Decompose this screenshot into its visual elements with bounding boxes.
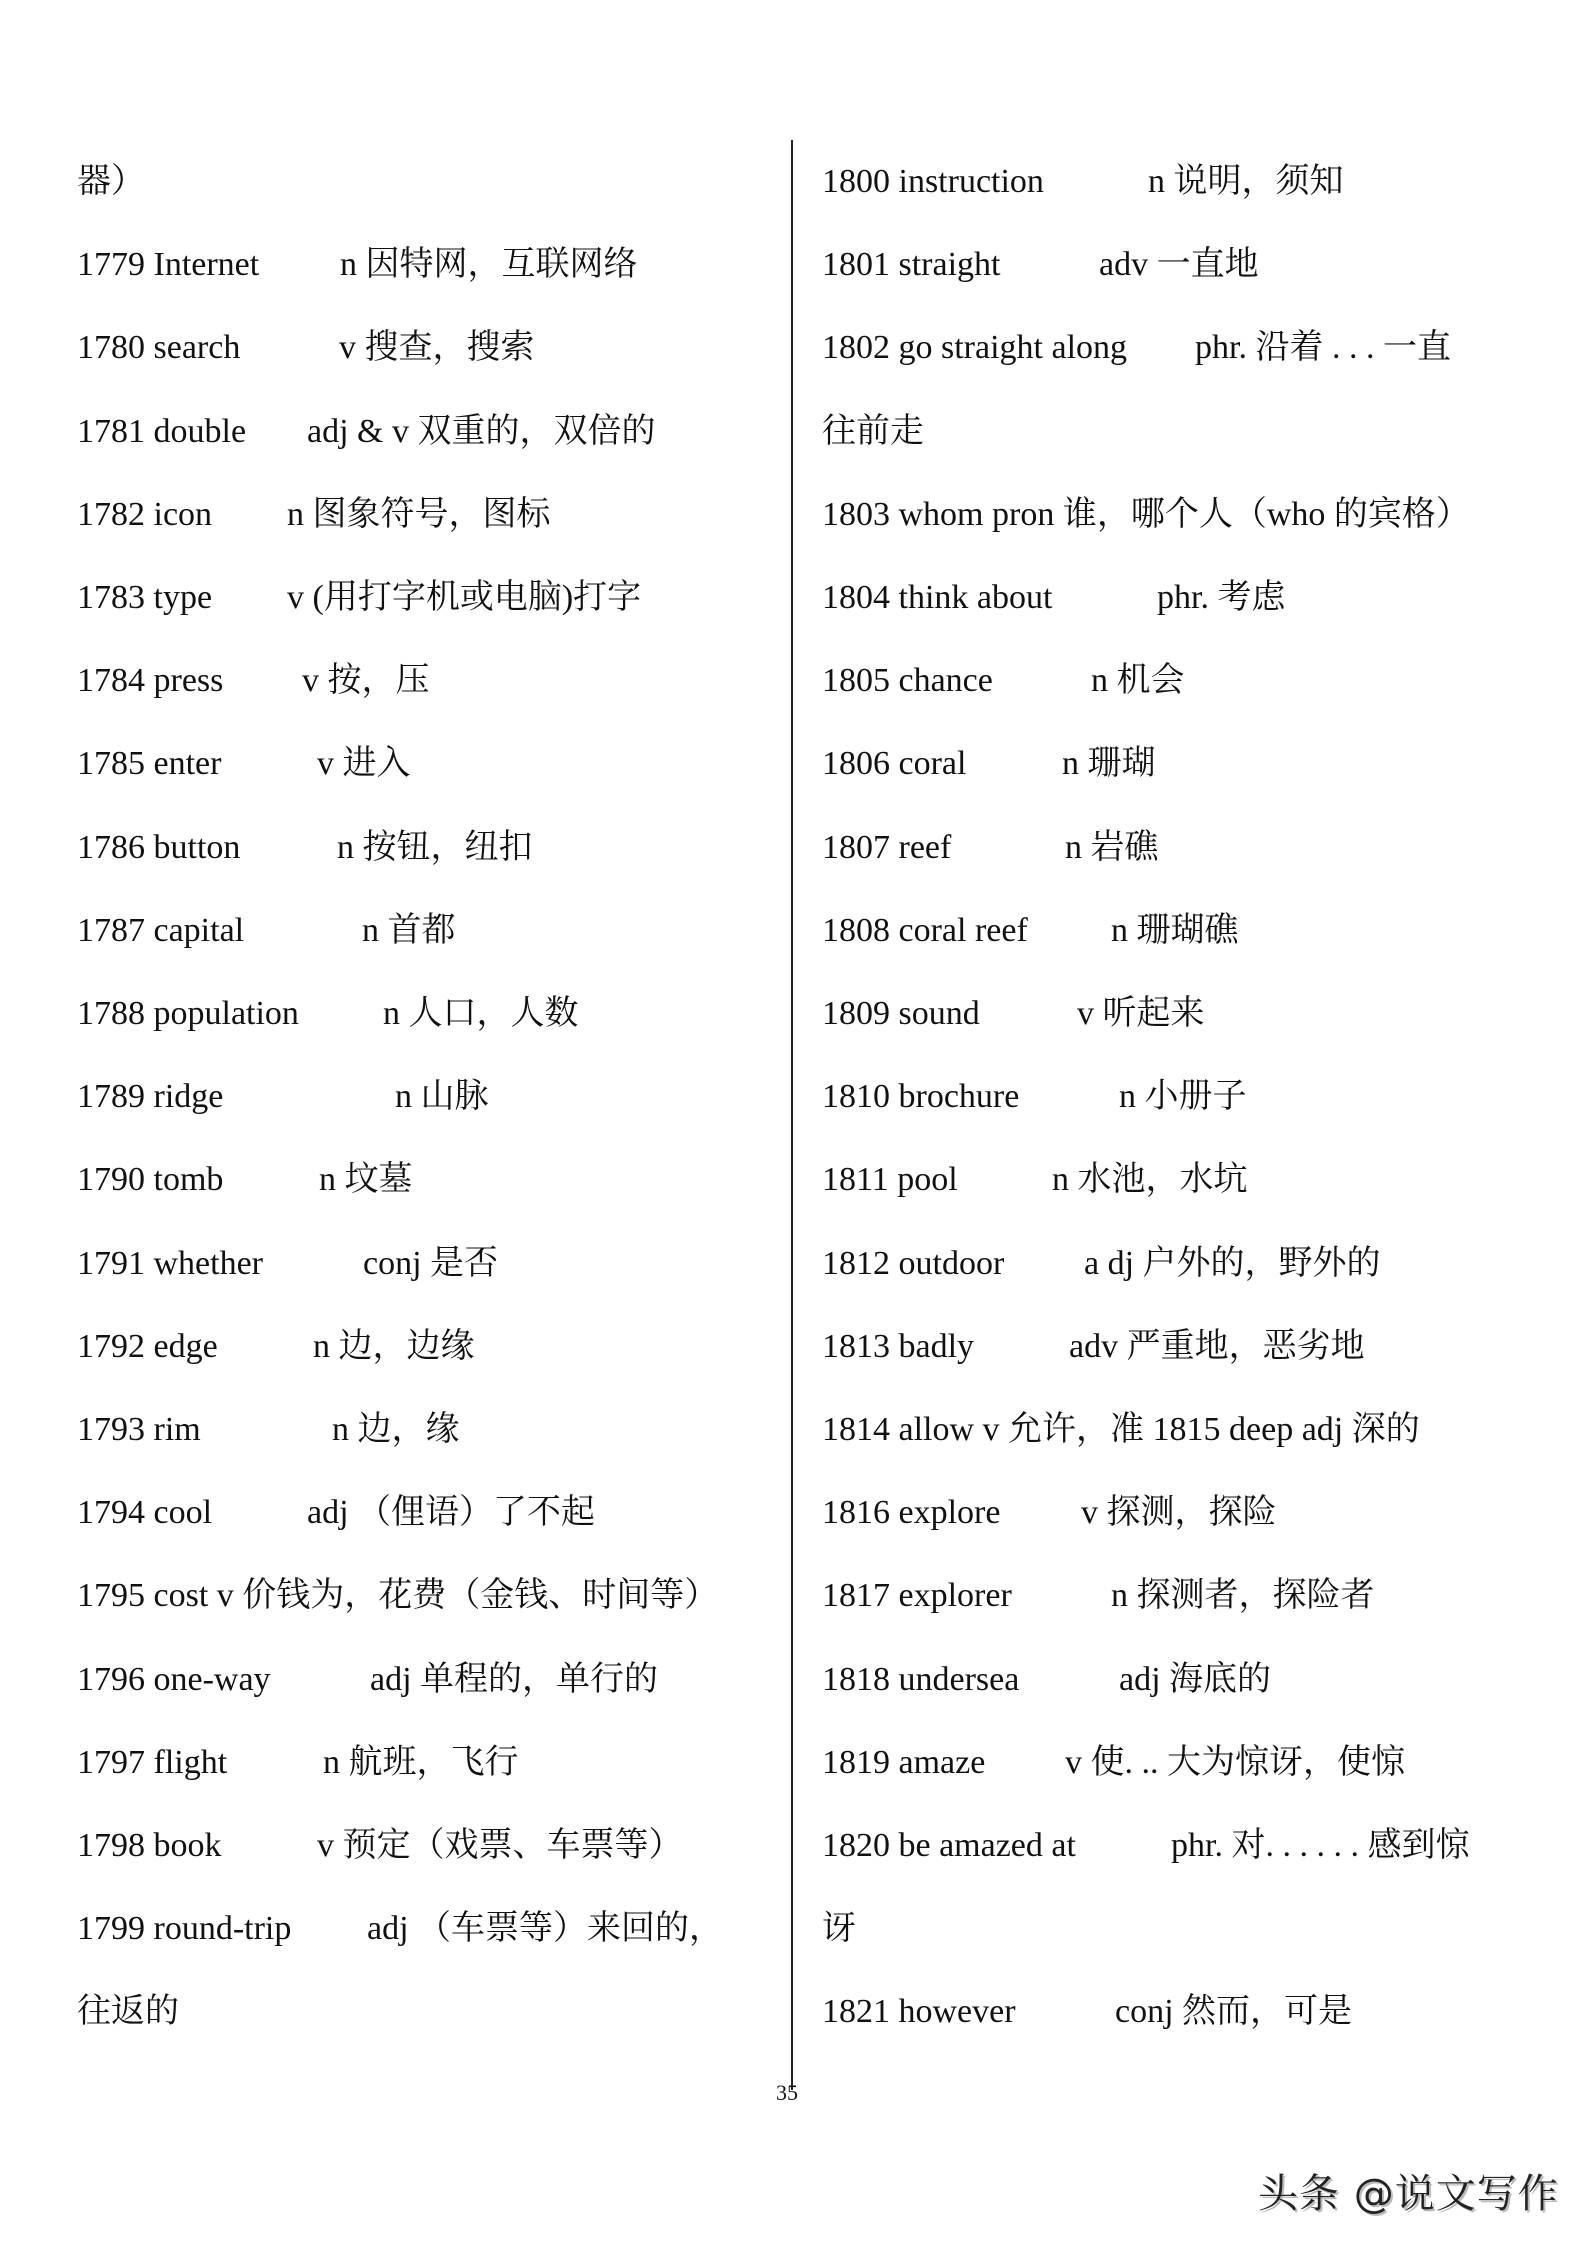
entry-term: 1794 cool: [77, 1494, 213, 1532]
column-divider: [791, 140, 793, 2090]
entry-term: 1799 round-trip: [77, 1910, 292, 1948]
page-number: 35: [776, 2080, 798, 2105]
entry-definition: adj & v 双重的，双倍的: [307, 412, 656, 450]
entry-definition: n 岩礁: [1065, 828, 1159, 866]
entry-definition: adj 单程的，单行的: [370, 1660, 659, 1698]
entry-term: 1796 one-way: [77, 1660, 271, 1698]
entry-term: 1784 press: [77, 662, 224, 700]
entry-term: 1786 button: [77, 828, 241, 866]
entry-definition: conj 然而，可是: [1115, 1993, 1353, 2031]
entry-term: 1811 pool: [822, 1161, 958, 1199]
entry-definition: a dj 户外的，野外的: [1084, 1244, 1381, 1282]
entry-term: 往前走: [822, 412, 924, 450]
entry-definition: n 首都: [362, 911, 456, 949]
entry-term: 1782 icon: [77, 495, 213, 533]
entry-term: 1817 explorer: [822, 1577, 1012, 1615]
entry-term: 1810 brochure: [822, 1078, 1020, 1116]
entry-term: 1808 coral reef: [822, 911, 1028, 949]
entry-term: 1790 tomb: [77, 1161, 224, 1199]
entry-term: 1814 allow v 允许，准 1815 deep adj 深的: [822, 1411, 1420, 1448]
entry-term: 1798 book: [77, 1827, 222, 1864]
entry-term: 1788 population: [77, 995, 299, 1032]
entry-definition: n 边，缘: [332, 1411, 460, 1448]
entry-definition: adv 严重地，恶劣地: [1069, 1327, 1365, 1365]
entry-definition: conj 是否: [363, 1244, 499, 1282]
entry-term: 往返的: [77, 1993, 179, 2031]
entry-definition: n 按钮，纽扣: [337, 828, 533, 866]
entry-term: 1812 outdoor: [822, 1244, 1005, 1282]
entry-definition: v 预定（戏票、车票等）: [317, 1827, 683, 1864]
entry-definition: phr. 沿着 . . . 一直: [1195, 329, 1451, 367]
entry-definition: n 边，边缘: [313, 1327, 475, 1365]
entry-term: 1818 undersea: [822, 1660, 1020, 1698]
entry-definition: n 机会: [1091, 662, 1185, 700]
entry-term: 1809 sound: [822, 995, 980, 1032]
entry-definition: n 珊瑚: [1062, 745, 1156, 783]
entry-definition: v 使. .. 大为惊讶，使惊: [1065, 1743, 1405, 1781]
entry-term: 1804 think about: [822, 579, 1053, 616]
entry-definition: n 坟墓: [319, 1161, 413, 1199]
entry-term: 1781 double: [77, 412, 247, 450]
entry-definition: n 珊瑚礁: [1111, 911, 1239, 949]
entry-definition: n 航班，飞行: [323, 1743, 519, 1781]
entry-definition: v 探测，探险: [1081, 1494, 1277, 1532]
entry-definition: n 探测者，探险者: [1111, 1577, 1375, 1615]
entry-term: 1813 badly: [822, 1327, 975, 1365]
entry-term: 1807 reef: [822, 828, 952, 866]
entry-term: 1802 go straight along: [822, 329, 1128, 367]
entry-definition: adj 海底的: [1119, 1660, 1272, 1698]
entry-definition: phr. 对. . . . . . 感到惊: [1171, 1827, 1470, 1864]
entry-term: 1806 coral: [822, 745, 967, 783]
entry-term: 1779 Internet: [77, 246, 260, 284]
entry-term: 1821 however: [822, 1993, 1016, 2031]
entry-term: 1795 cost v 价钱为，花费（金钱、时间等）: [77, 1577, 719, 1615]
entry-definition: adv 一直地: [1099, 246, 1259, 284]
entry-definition: phr. 考虑: [1157, 579, 1286, 616]
entry-term: 1789 ridge: [77, 1078, 224, 1116]
entry-term: 1801 straight: [822, 246, 1001, 284]
entry-term: 1803 whom pron 谁，哪个人（who 的宾格）: [822, 495, 1470, 533]
entry-term: 1791 whether: [77, 1244, 264, 1282]
entry-term: 1820 be amazed at: [822, 1827, 1076, 1864]
entry-definition: v 搜查，搜索: [339, 329, 535, 367]
entry-definition: n 说明，须知: [1148, 163, 1344, 200]
entry-definition: v 按，压: [302, 662, 430, 700]
entry-definition: n 人口，人数: [383, 995, 579, 1032]
entry-definition: v (用打字机或电脑)打字: [287, 579, 642, 616]
entry-definition: n 因特网，互联网络: [340, 246, 638, 284]
entry-term: 1805 chance: [822, 662, 993, 700]
entry-definition: n 山脉: [395, 1078, 489, 1116]
entry-term: 1787 capital: [77, 911, 245, 949]
entry-term: 1793 rim: [77, 1411, 201, 1448]
entry-term: 1792 edge: [77, 1327, 218, 1365]
entry-term: 1780 search: [77, 329, 241, 367]
entry-definition: adj （俚语）了不起: [307, 1494, 596, 1532]
entry-definition: n 水池，水坑: [1052, 1161, 1248, 1199]
entry-definition: n 小册子: [1119, 1078, 1247, 1116]
entry-term: 1800 instruction: [822, 163, 1044, 200]
entry-term: 1797 flight: [77, 1743, 228, 1781]
entry-definition: adj （车票等）来回的，: [367, 1910, 724, 1948]
entry-term: 器）: [77, 163, 145, 200]
entry-definition: v 听起来: [1077, 995, 1205, 1032]
entry-term: 1785 enter: [77, 745, 222, 783]
watermark: 头条 @说文写作: [1258, 2171, 1559, 2217]
entry-term: 讶: [822, 1910, 856, 1948]
entry-definition: n 图象符号，图标: [287, 495, 551, 533]
entry-term: 1819 amaze: [822, 1743, 986, 1781]
entry-term: 1816 explore: [822, 1494, 1001, 1532]
entry-term: 1783 type: [77, 579, 213, 616]
entry-definition: v 进入: [317, 745, 411, 783]
